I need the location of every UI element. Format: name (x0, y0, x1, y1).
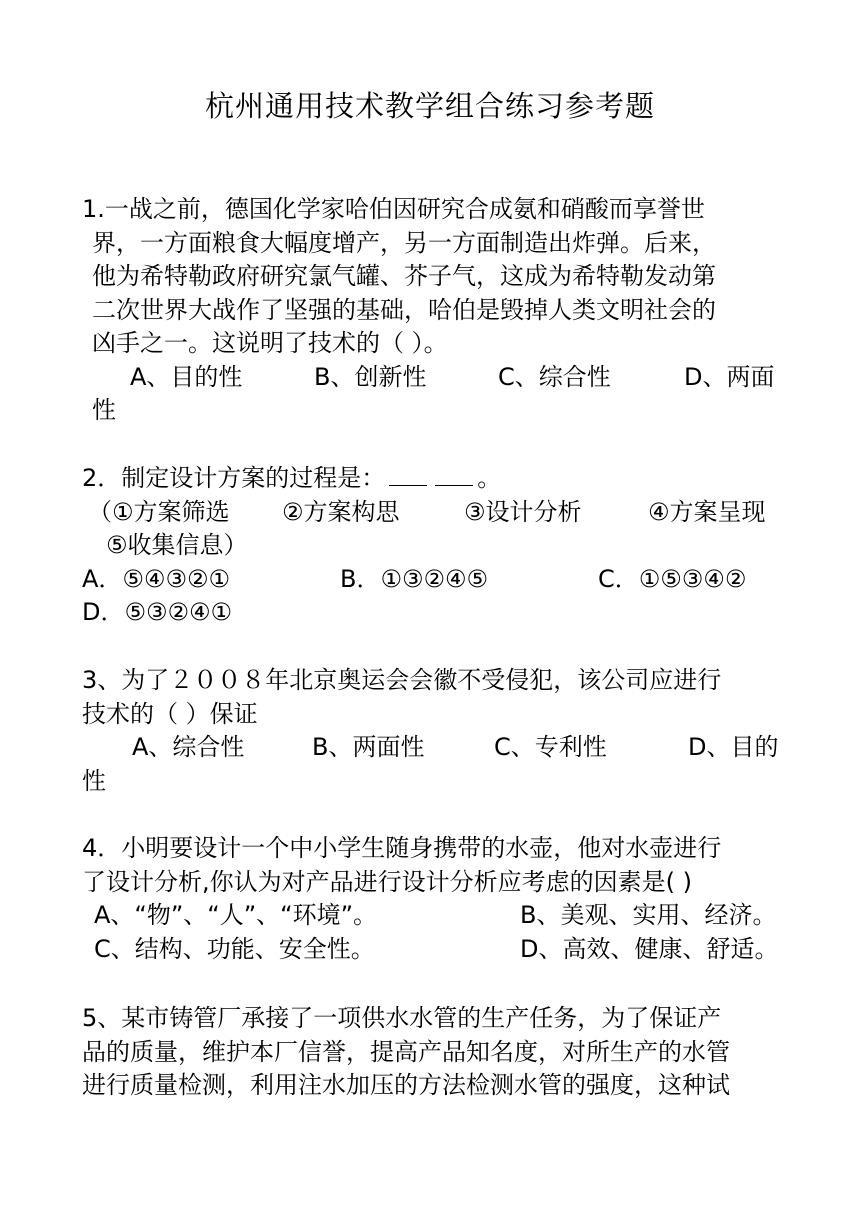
choice-item: ③设计分析 (464, 497, 582, 526)
question-4-line: 4．小明要设计一个中小学生随身携带的水壶，他对水壶进行 (82, 834, 722, 862)
choice-item: ⑤收集信息） (106, 531, 248, 559)
option-c: C、专利性 (494, 733, 607, 761)
question-4-line: 了设计分析,你认为对产品进行设计分析应考虑的因素是( ) (82, 867, 692, 896)
question-1 (82, 193, 782, 428)
option-c: C．①⑤③④② (598, 564, 747, 593)
question-3-options (82, 731, 782, 765)
question-1-line: 1.一战之前，德国化学家哈伯因研究合成氨和硝酸而享誉世 (82, 195, 705, 223)
option-b: B、两面性 (312, 733, 425, 761)
question-2 (82, 462, 782, 630)
option-a: A、目的性 (130, 362, 243, 391)
question-3-options-tail: 性 (82, 766, 106, 795)
question-1-line: 二次世界大战作了坚强的基础，哈伯是毁掉人类文明社会的 (92, 295, 716, 324)
question-3 (82, 664, 782, 798)
option-a: A．⑤④③②① (82, 564, 230, 593)
answer-blank (435, 463, 473, 486)
choice-item: （①方案筛选 (88, 497, 230, 526)
question-2-stem-prefix: 2．制定设计方案的过程是： (82, 464, 386, 492)
option-c: C、综合性 (498, 362, 611, 391)
question-3-line: 技术的（ ）保证 (82, 699, 258, 728)
option-d: D．⑤③②④① (82, 598, 233, 626)
option-d: D、两面 (684, 362, 775, 391)
question-5-line: 品的质量，维护本厂信誉，提高产品知名度，对所生产的水管 (82, 1037, 730, 1066)
option-c: C、结构、功能、安全性。 (94, 934, 375, 963)
question-2-options (82, 563, 782, 597)
question-2-stem-suffix: 。 (477, 464, 502, 492)
option-b: B、美观、实用、经济。 (520, 901, 777, 929)
option-b: B．①③②④⑤ (340, 564, 489, 593)
question-4-options-row (82, 899, 782, 933)
question-1-options (82, 361, 782, 395)
option-d: D、目的 (688, 733, 779, 761)
answer-blank (389, 463, 427, 486)
question-1-line: 界，一方面粮食大幅度增产，另一方面制造出炸弹。后来， (92, 228, 716, 257)
question-1-line: 他为希特勒政府研究氯气罐、芥子气，这成为希特勒发动第 (92, 262, 716, 290)
question-5-line: 5、某市铸管厂承接了一项供水水管的生产任务，为了保证产 (82, 1004, 722, 1032)
question-2-stem (82, 462, 782, 496)
choice-item: ②方案构思 (282, 497, 400, 526)
page-title: 杭州通用技术教学组合练习参考题 (204, 89, 655, 123)
question-5-line: 进行质量检测，利用注水加压的方法检测水管的强度，这种试 (82, 1071, 730, 1099)
question-1-options-tail: 性 (92, 396, 116, 424)
question-1-line: 凶手之一。这说明了技术的（ ）。 (92, 329, 448, 357)
option-a: A、“物”、“人”、“环境”。 (94, 901, 378, 929)
question-3-line: 3、为了２００８年北京奥运会会徽不受侵犯，该公司应进行 (82, 666, 722, 694)
question-4-options-row (82, 933, 782, 967)
question-2-choices (82, 496, 782, 530)
question-5 (82, 1002, 782, 1103)
question-4 (82, 832, 782, 966)
option-d: D、高效、健康、舒适。 (520, 934, 779, 963)
option-a: A、综合性 (132, 733, 245, 761)
choice-item: ④方案呈现 (648, 497, 766, 526)
option-b: B、创新性 (314, 362, 427, 391)
